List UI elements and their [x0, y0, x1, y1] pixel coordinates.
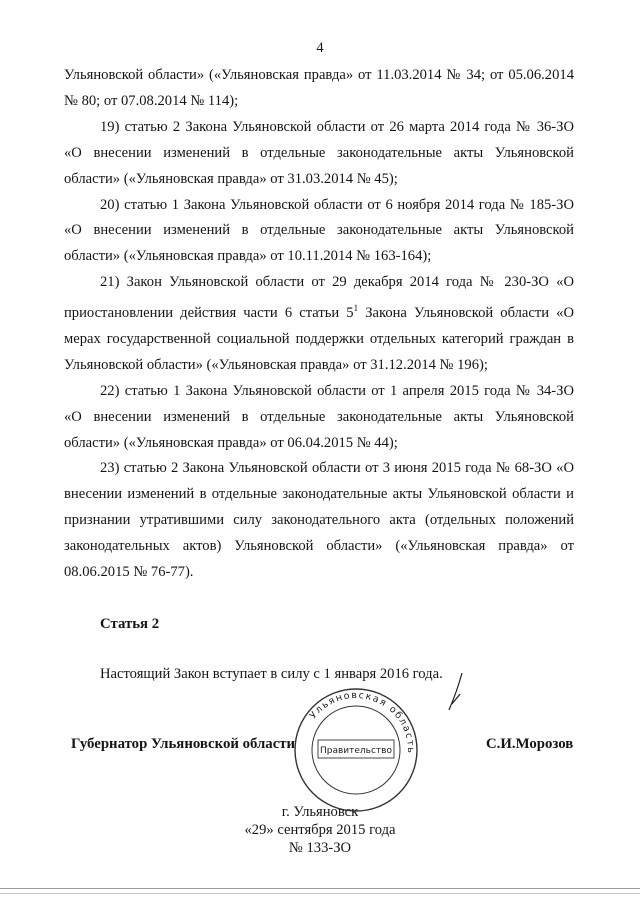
footer-law-number: № 133-ЗО [288, 840, 352, 856]
paragraph-21-end: Закона Ульяновской области «О мерах государственной социальной поддержки отдельных категорий граждан в Ульяновской области» («Ульяновская правда» от 31.12.2014 № 196); [64, 305, 574, 373]
governor-title: Губернатор Ульяновской области [71, 736, 296, 752]
article-heading: Статья 2 [100, 616, 160, 632]
paragraph-21 [64, 270, 574, 378]
footer-date: «29» сентября 2015 года [244, 822, 396, 838]
scan-edge-line-secondary [0, 893, 640, 894]
law-body-text [64, 63, 574, 586]
paragraph-21-start: 21) Закон Ульяновской области от 29 декабря 2014 года № 230-ЗО «О приостановлении действия части 6 статьи 5 [64, 274, 574, 322]
paragraph-20: 20) статью 1 Закона Ульяновской области от 6 ноября 2014 года № 185-ЗО «О внесении изменений в отдельные законодательные акты Ульяновской области» («Ульяновская правда» от 10.11.2014 № 163-164); [64, 196, 574, 265]
paragraph-19: 19) статью 2 Закона Ульяновской области от 26 марта 2014 года № 36-ЗО «О внесении изменений в отдельные законодательные акты Ульяновской области» («Ульяновская правда» от 31.03.2014 № 45); [64, 118, 574, 187]
governor-name: С.И.Морозов [486, 736, 574, 752]
seal-center-text: Правительство [320, 746, 392, 756]
official-seal [292, 686, 420, 814]
paragraph-22: 22) статью 1 Закона Ульяновской области от 1 апреля 2015 года № 34-ЗО «О внесении изменений в отдельные законодательные акты Ульяновской области» («Ульяновская правда» от 06.04.2015 № 44); [64, 382, 574, 451]
page-number: 4 [316, 40, 324, 56]
seal-ring-text: Ульяновская область [307, 689, 417, 755]
handwritten-signature [440, 670, 470, 715]
article-text: Настоящий Закон вступает в силу с 1 января 2016 года. [100, 666, 443, 682]
paragraph-continuation: Ульяновской области» («Ульяновская правда» от 11.03.2014 № 34; от 05.06.2014 № 80; от 07.08.2014 № 114); [64, 67, 574, 109]
paragraph-21-superscript: 1 [353, 303, 359, 314]
paragraph-23: 23) статью 2 Закона Ульяновской области от 3 июня 2015 года № 68-ЗО «О внесении изменений в отдельные законодательные акты Ульяновской области и признании утратившими силу законодательного акта (отдельных положений законодательных актов) Ульяновской области» («Ульяновская правда» от 08.06.2015 № 76-77). [64, 460, 574, 581]
footer-city: г. Ульяновск [281, 804, 359, 820]
scan-edge-line [0, 888, 640, 889]
